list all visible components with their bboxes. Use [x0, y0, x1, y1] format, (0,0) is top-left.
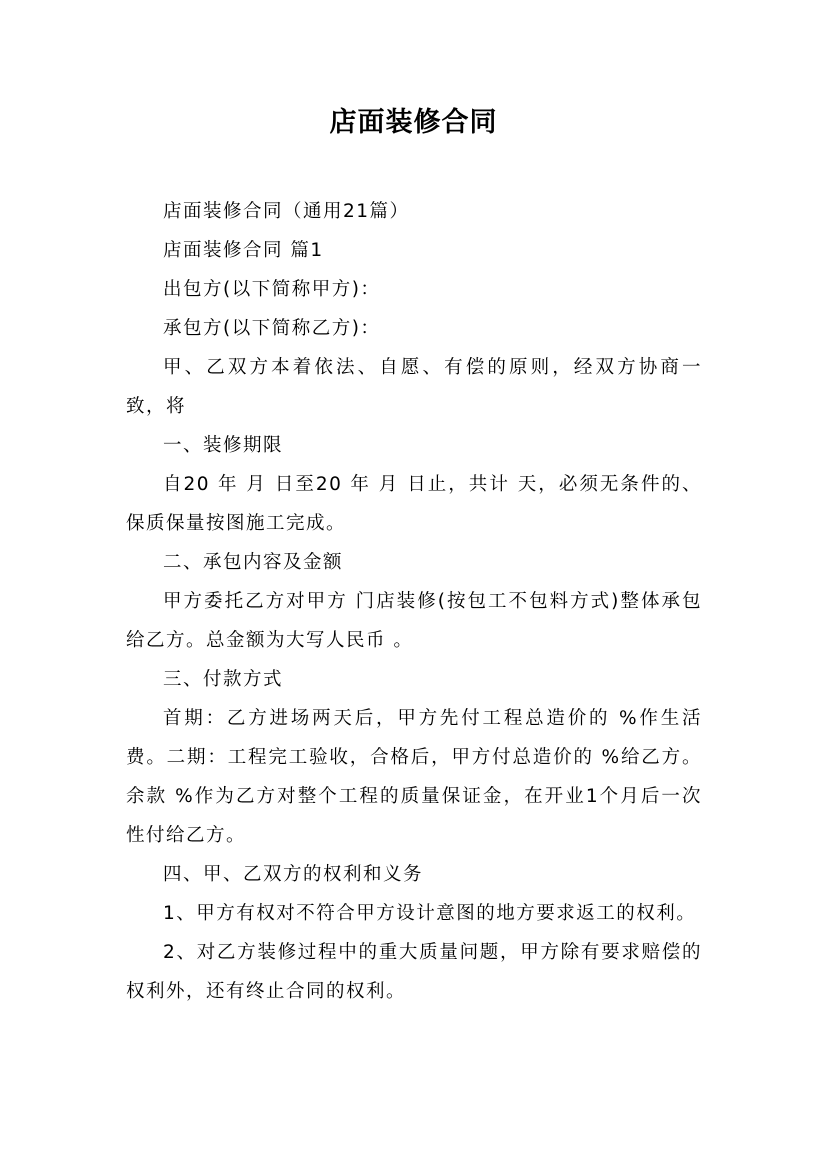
- paragraph-party-b: 承包方(以下简称乙方)：: [163, 318, 381, 339]
- paragraph-payment: 首期：乙方进场两天后，甲方先付工程总造价的 %作生活费。二期：工程完工验收，合格后，甲方付总造价的 %给乙方。余款 %作为乙方对整个工程的质量保证金，在开业1个月后一次性付给乙方。: [126, 708, 702, 846]
- paragraph-subtitle: 店面装修合同（通用21篇）: [163, 201, 410, 222]
- document-title: 店面装修合同: [329, 107, 498, 138]
- paragraph-period: 自20 年 月 日至20 年 月 日止，共计 天，必须无条件的、保质保量按图施工完成。: [126, 474, 702, 534]
- paragraph-right-2: 2、对乙方装修过程中的重大质量问题，甲方除有要求赔偿的权利外，还有终止合同的权利。: [126, 942, 702, 1002]
- section-heading-period: 一、装修期限: [163, 435, 284, 456]
- paragraph-party-a: 出包方(以下简称甲方)：: [163, 279, 381, 300]
- section-heading-content: 二、承包内容及金额: [163, 552, 344, 573]
- section-heading-rights: 四、甲、乙双方的权利和义务: [163, 864, 424, 885]
- paragraph-preamble: 甲、乙双方本着依法、自愿、有偿的原则，经双方协商一致，将: [126, 357, 702, 417]
- document-body: [126, 192, 702, 1011]
- paragraph-article-heading: 店面装修合同 篇1: [163, 240, 324, 261]
- paragraph-right-1: 1、甲方有权对不符合甲方设计意图的地方要求返工的权利。: [163, 903, 697, 924]
- paragraph-content: 甲方委托乙方对甲方 门店装修(按包工不包料方式)整体承包给乙方。总金额为大写人民币 。: [126, 591, 702, 651]
- section-heading-payment: 三、付款方式: [163, 669, 284, 690]
